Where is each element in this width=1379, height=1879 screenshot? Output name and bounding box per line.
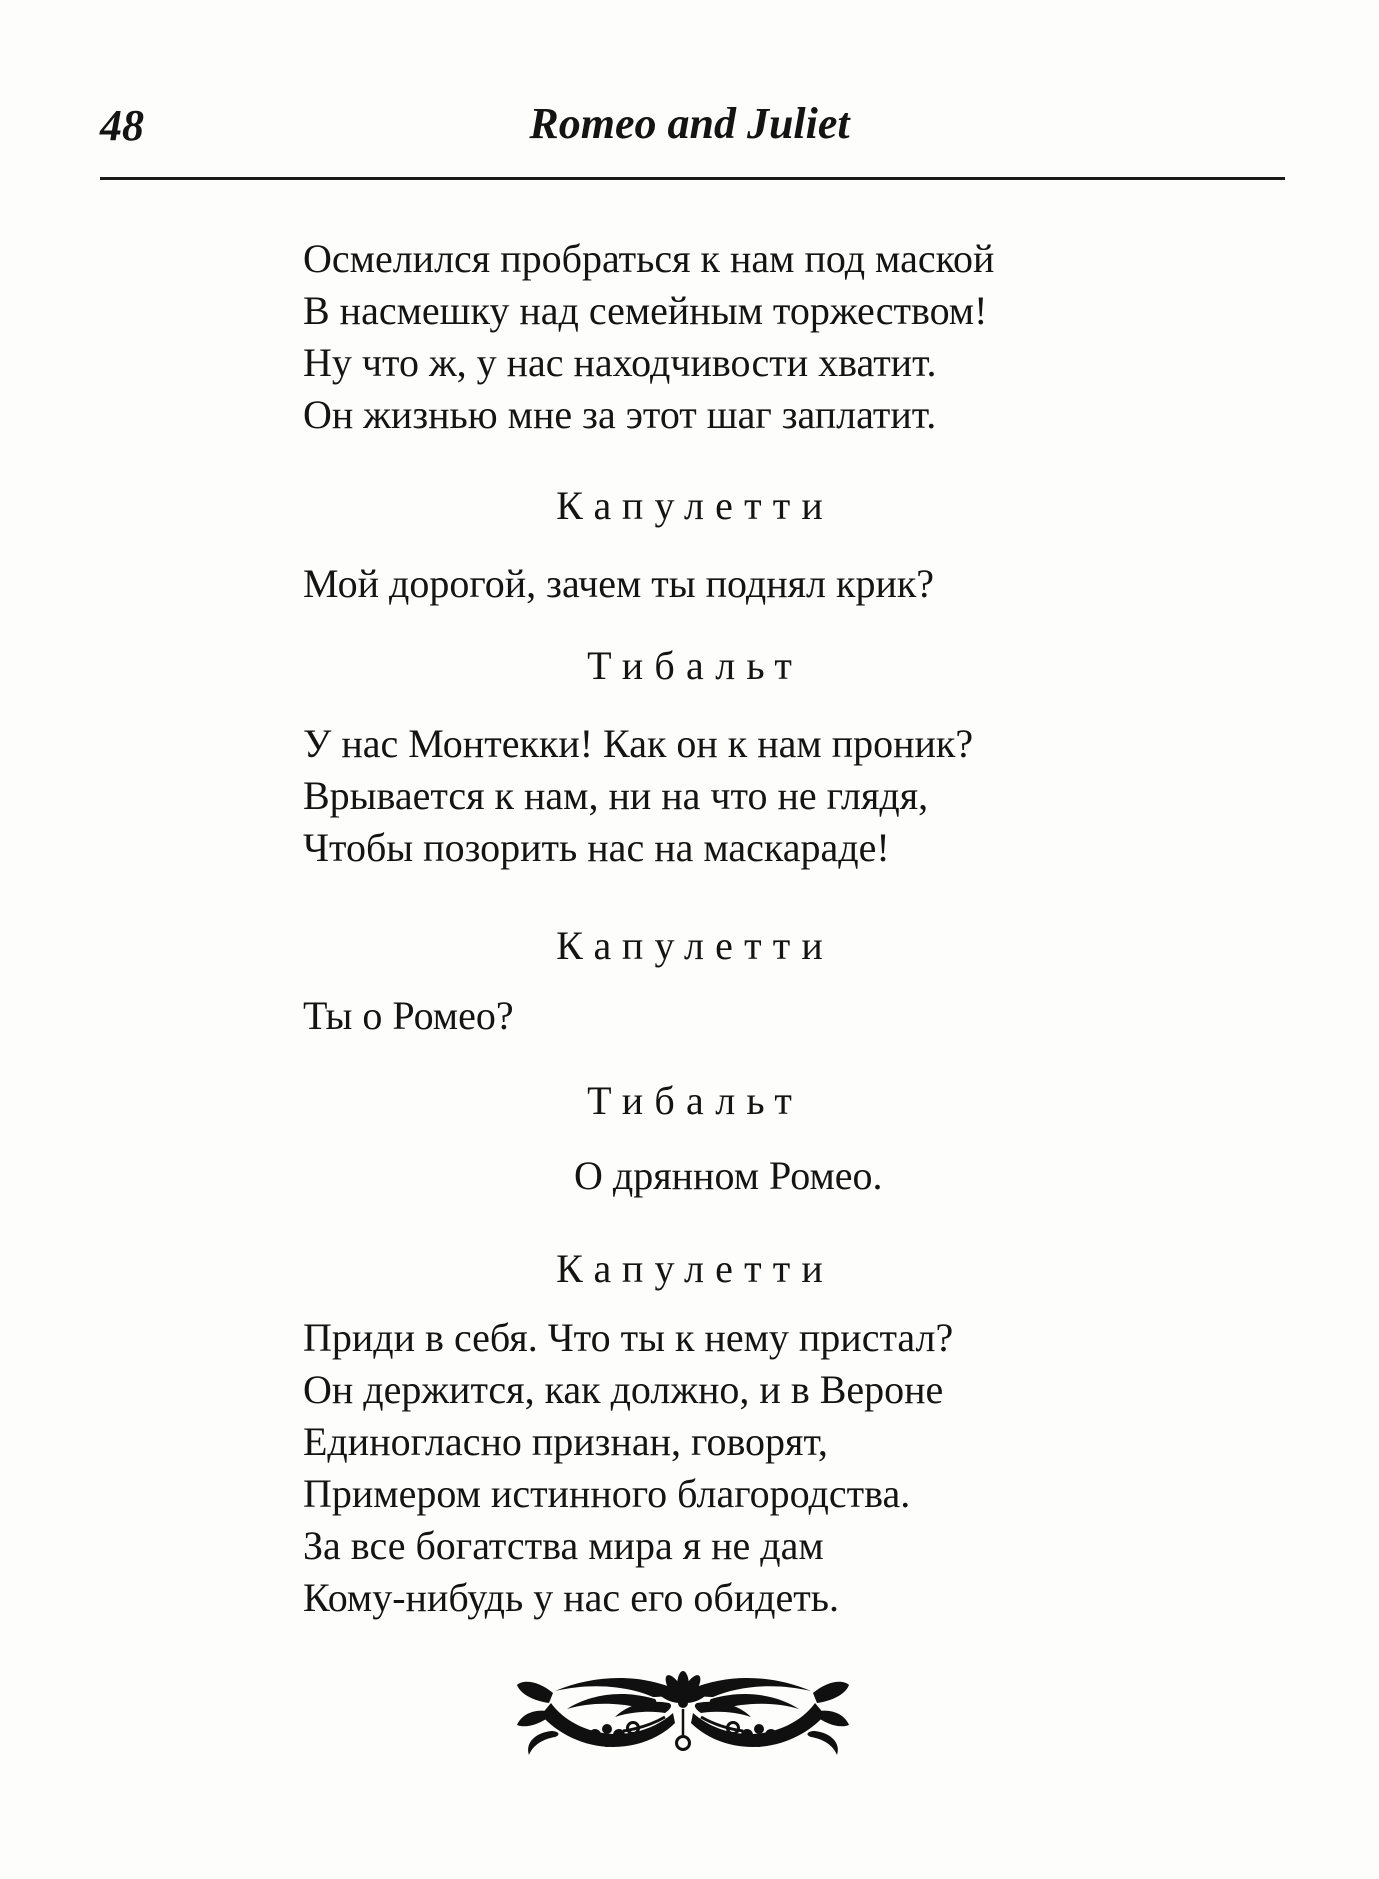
verse-line: О дрянном Ромео. — [574, 1153, 883, 1198]
verse-line: Кому-нибудь у нас его обидеть. — [303, 1575, 839, 1620]
verse-line: Врывается к нам, ни на что не глядя, — [303, 773, 929, 818]
verse-block-capulet-1 — [303, 558, 934, 610]
running-title: Romeo and Juliet — [529, 99, 850, 148]
verse-line: Мой дорогой, зачем ты поднял крик? — [303, 561, 935, 606]
verse-line: Примером истинного благородства. — [303, 1471, 911, 1516]
speaker-heading-capulet: Капулетти — [556, 483, 835, 528]
speaker-heading-capulet: Капулетти — [556, 923, 835, 968]
verse-line: Единогласно признан, говорят, — [303, 1419, 828, 1464]
verse-block-tybalt-1 — [303, 233, 994, 441]
speaker-heading-tybalt: Тибальт — [587, 1078, 804, 1123]
verse-line: У нас Монтекки! Как он к нам проник? — [303, 721, 974, 766]
page-number: 48 — [100, 101, 144, 150]
verse-line: Чтобы позорить нас на маскараде! — [303, 825, 890, 870]
verse-line: Приди в себя. Что ты к нему пристал? — [303, 1315, 954, 1360]
header-rule — [100, 177, 1285, 180]
verse-line: Ты о Ромео? — [303, 993, 514, 1038]
verse-block-tybalt-3 — [574, 1150, 883, 1202]
speaker-heading-tybalt: Тибальт — [587, 643, 804, 688]
verse-line: За все богатства мира я не дам — [303, 1523, 824, 1568]
verse-block-capulet-2 — [303, 990, 514, 1042]
verse-block-tybalt-2 — [303, 718, 973, 874]
speaker-heading-capulet: Капулетти — [556, 1246, 835, 1291]
verse-line: В насмешку над семейным торжеством! — [303, 288, 988, 333]
verse-block-capulet-3 — [303, 1312, 953, 1624]
floral-tailpiece-ornament — [515, 1671, 851, 1765]
verse-line: Осмелился пробраться к нам под маской — [303, 236, 995, 281]
verse-line: Он держится, как должно, и в Вероне — [303, 1367, 944, 1412]
verse-line: Ну что ж, у нас находчивости хватит. — [303, 340, 937, 385]
verse-line: Он жизнью мне за этот шаг заплатит. — [303, 392, 937, 437]
